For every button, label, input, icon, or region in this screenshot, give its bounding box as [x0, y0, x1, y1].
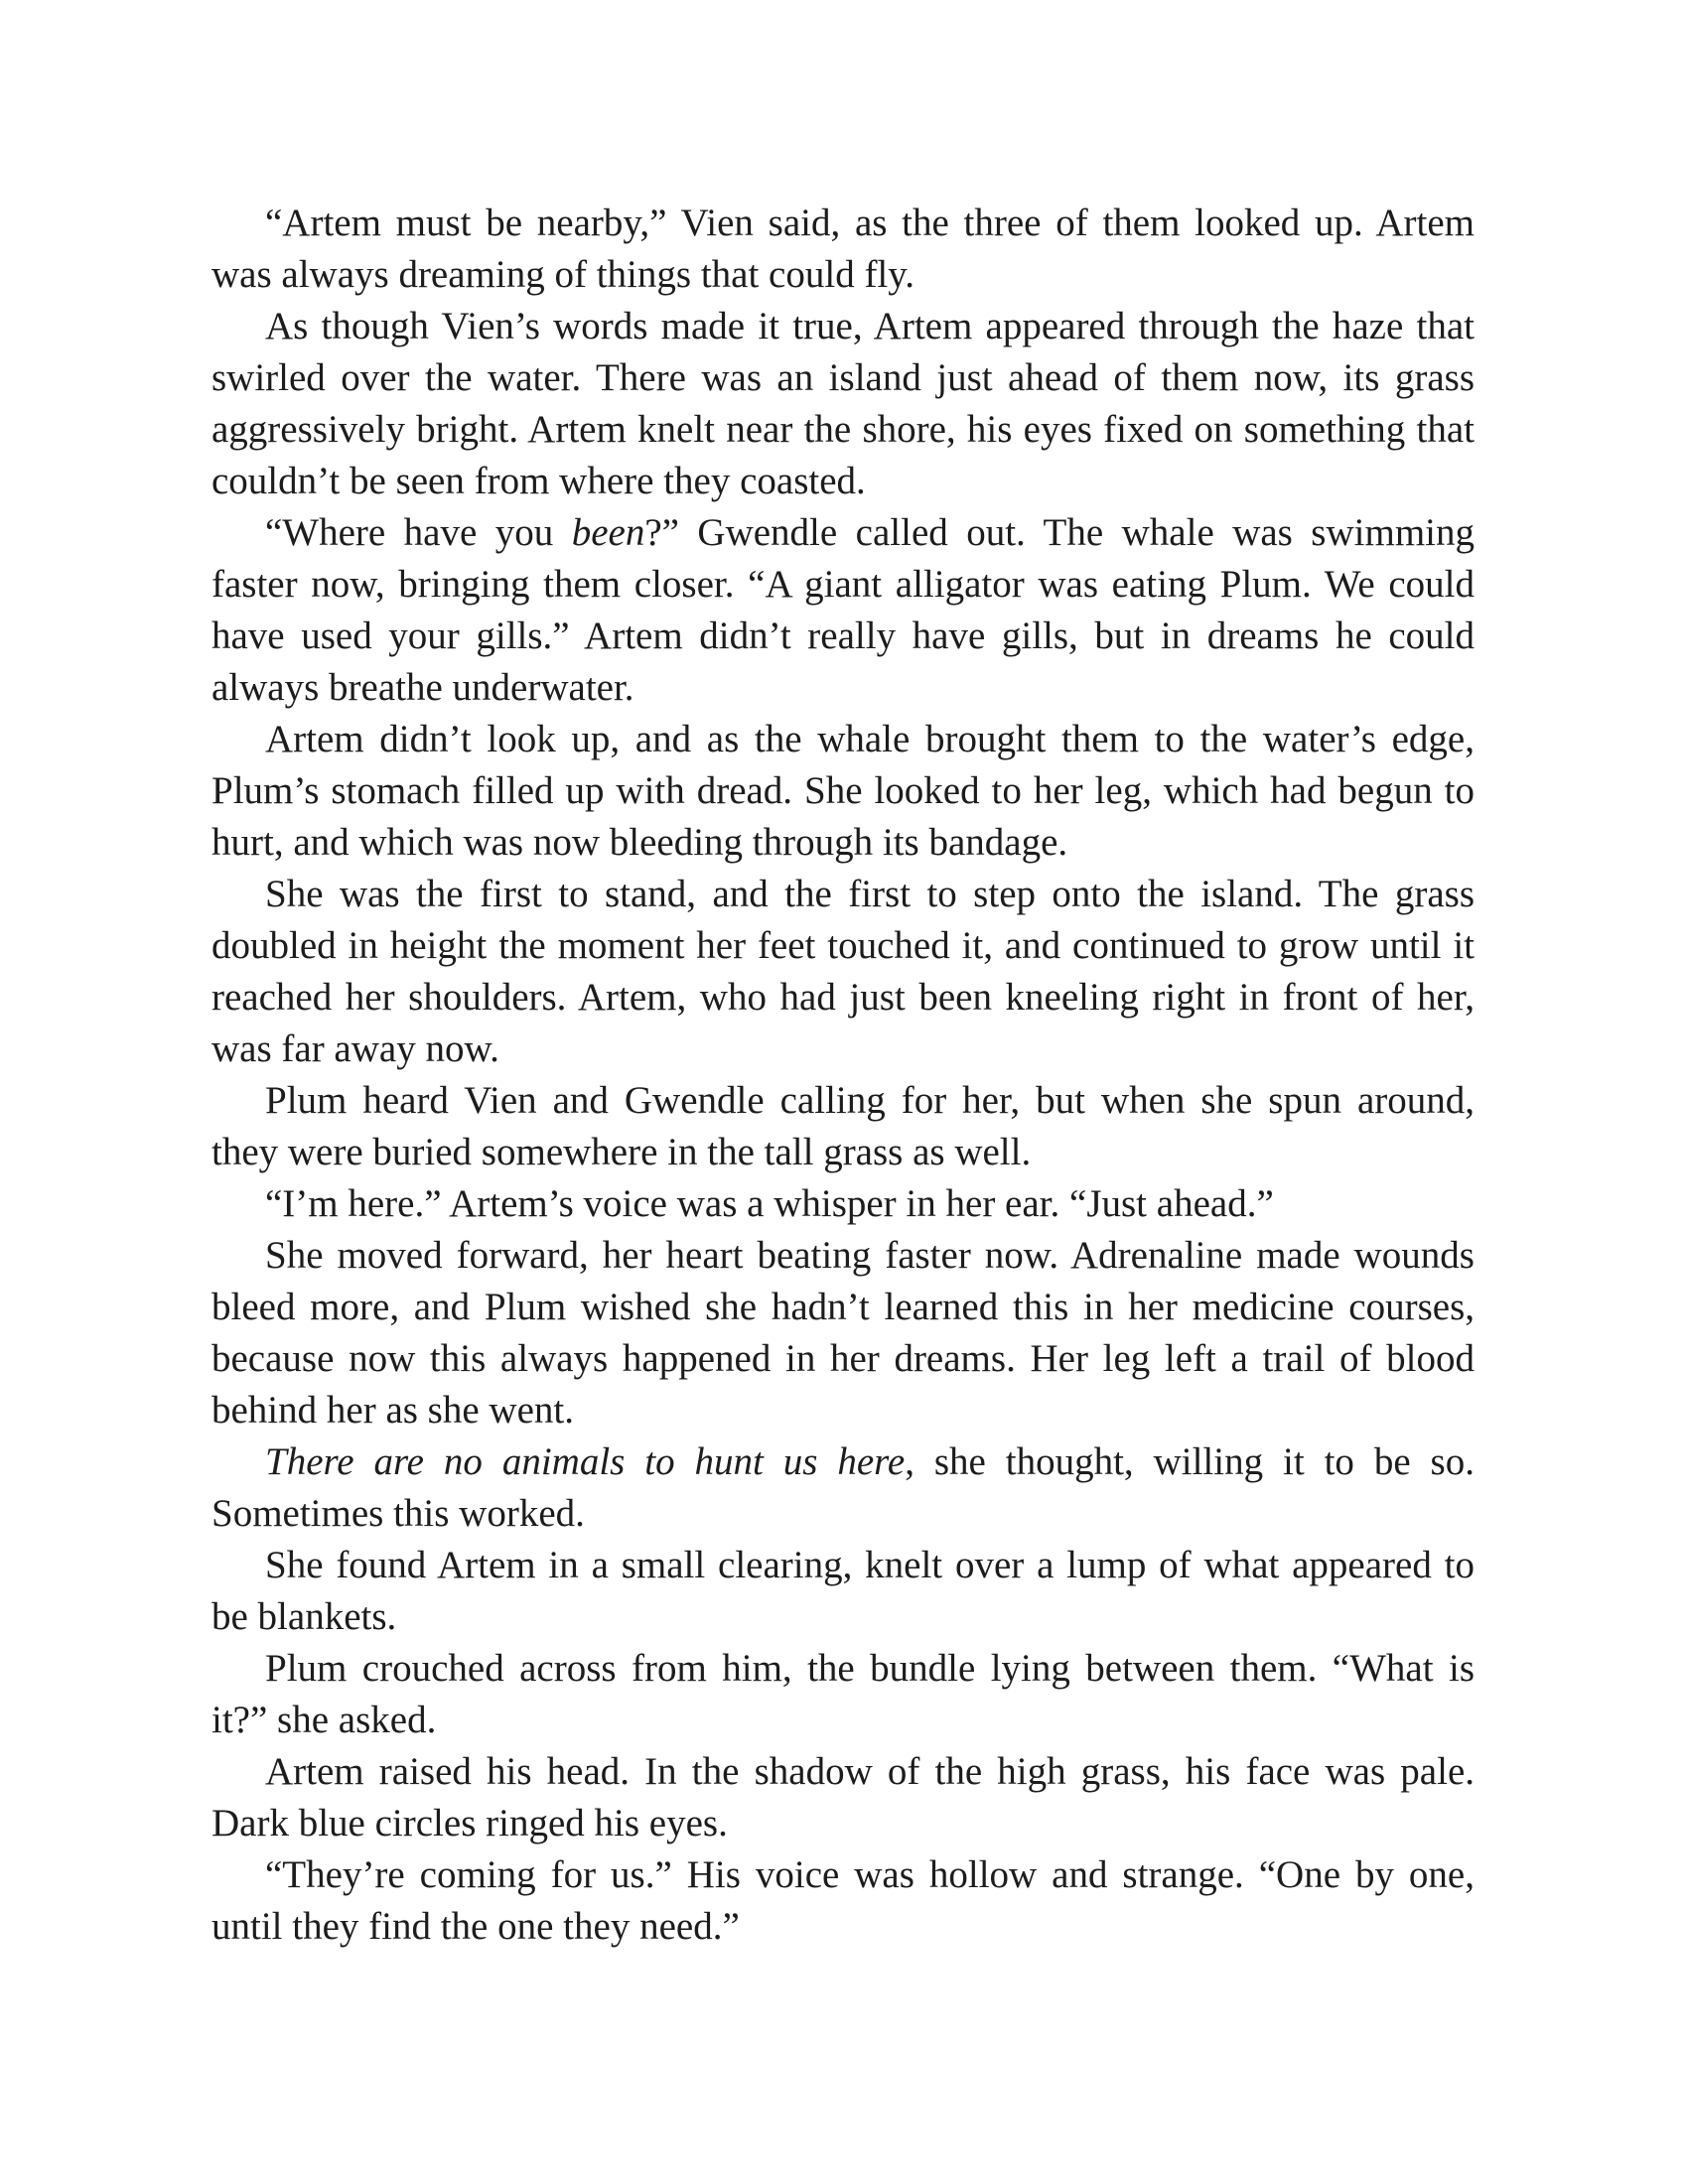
paragraph: She was the first to stand, and the first to step onto the island. The grass doubled in height the moment her feet touched it, and continued to grow until it reached her shoulders. Artem, who had just been kneeling right in front of her, was far away now.: [211, 873, 1475, 1070]
paragraph: “They’re coming for us.” His voice was hollow and strange. “One by one, until they find the one they need.”: [211, 1853, 1475, 1948]
paragraph: As though Vien’s words made it true, Artem appeared through the haze that swirled over the water. There was an island just ahead of them now, its grass aggressively bright. Artem knelt near the shore, his eyes fixed on something that couldn’t be seen from where they coasted.: [211, 305, 1475, 502]
paragraph: “Artem must be nearby,” Vien said, as the three of them looked up. Artem was always dreaming of things that could fly.: [211, 202, 1475, 296]
page-body: [211, 198, 1475, 1953]
paragraph: She found Artem in a small clearing, knelt over a lump of what appeared to be blankets.: [211, 1544, 1475, 1638]
paragraph: Plum crouched across from him, the bundle lying between them. “What is it?” she asked.: [211, 1647, 1475, 1741]
paragraph: There are no animals to hunt us here, she thought, willing it to be so. Sometimes this worked.: [211, 1440, 1475, 1535]
paragraph: “I’m here.” Artem’s voice was a whisper in her ear. “Just ahead.”: [265, 1182, 1274, 1225]
paragraph: She moved forward, her heart beating faster now. Adrenaline made wounds bleed more, and Plum wished she hadn’t learned this in her medicine courses, because now this always happened in her dreams. Her leg left a trail of blood behind her as she went.: [211, 1234, 1475, 1432]
paragraph: “Where have you been?” Gwendle called out. The whale was swimming faster now, bringing them closer. “A giant alligator was eating Plum. We could have used your gills.” Artem didn’t really have gills, but in dreams he could always breathe underwater.: [211, 511, 1475, 709]
paragraph: Artem didn’t look up, and as the whale brought them to the water’s edge, Plum’s stomach filled up with dread. She looked to her leg, which had begun to hurt, and which was now bleeding through its bandage.: [211, 718, 1475, 864]
paragraph: Plum heard Vien and Gwendle calling for her, but when she spun around, they were buried somewhere in the tall grass as well.: [211, 1079, 1475, 1173]
paragraph: Artem raised his head. In the shadow of the high grass, his face was pale. Dark blue circles ringed his eyes.: [211, 1750, 1475, 1844]
